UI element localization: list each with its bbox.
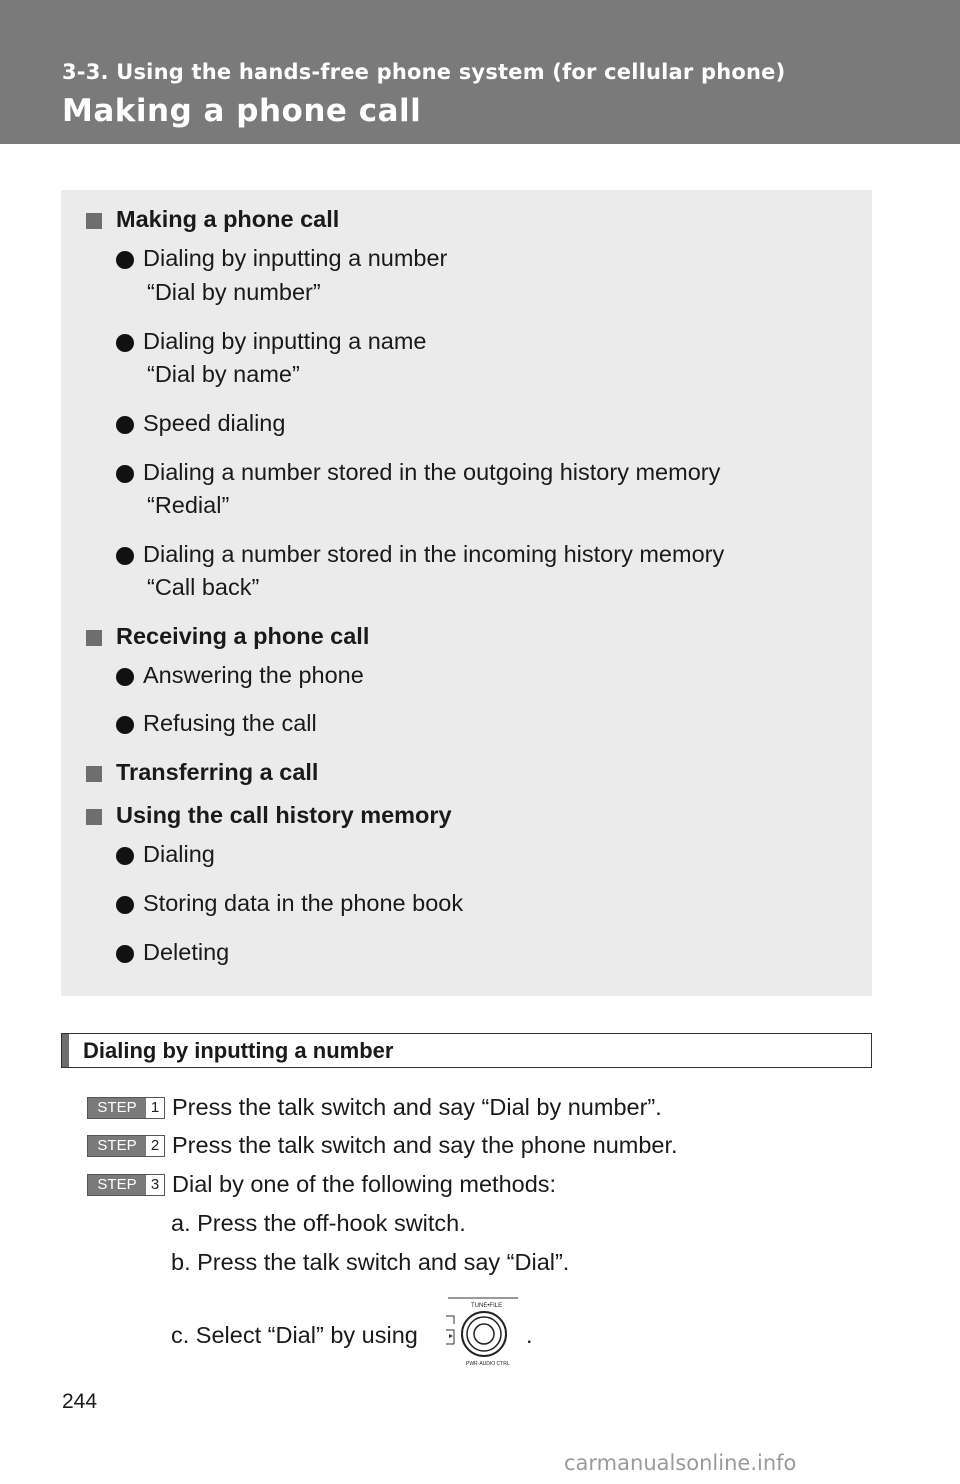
page-number: 244: [62, 1390, 98, 1413]
summary-item: Dialing a number stored in the outgoing history memory: [143, 459, 720, 486]
step-text: Press the talk switch and say the phone number.: [172, 1132, 678, 1158]
summary-item: Dialing: [143, 841, 215, 868]
summary-item: Refusing the call: [143, 710, 317, 737]
section-title: 3-3. Using the hands-free phone system (for cellular phone): [62, 60, 786, 84]
procedure-heading-text: Dialing by inputting a number: [83, 1038, 394, 1063]
summary-item-command: “Call back”: [147, 574, 260, 600]
step-text: Press the talk switch and say “Dial by number”.: [172, 1094, 662, 1120]
method-option: c. Select “Dial” by using: [171, 1322, 418, 1348]
summary-heading: Making a phone call: [116, 206, 339, 233]
round-bullet-icon: [116, 547, 134, 565]
summary-item: Answering the phone: [143, 662, 364, 689]
method-option: b. Press the talk switch and say “Dial”.: [171, 1249, 570, 1275]
step-badge: [87, 1174, 165, 1196]
page-title: Making a phone call: [62, 93, 422, 129]
round-bullet-icon: [116, 416, 134, 434]
summary-item-command: “Dial by name”: [147, 361, 300, 387]
summary-item: Dialing by inputting a name: [143, 328, 426, 355]
round-bullet-icon: [116, 668, 134, 686]
step-number: 3: [146, 1175, 164, 1195]
step-label: STEP: [88, 1175, 146, 1195]
summary-heading: Receiving a phone call: [116, 623, 369, 650]
method-end-period: .: [526, 1322, 533, 1348]
step-badge: [87, 1097, 165, 1119]
square-bullet-icon: [86, 766, 102, 782]
round-bullet-icon: [116, 716, 134, 734]
round-bullet-icon: [116, 334, 134, 352]
summary-item-command: “Redial”: [147, 492, 230, 518]
square-bullet-icon: [86, 630, 102, 646]
step-text: Dial by one of the following methods:: [172, 1171, 557, 1197]
summary-item: Deleting: [143, 939, 229, 966]
round-bullet-icon: [116, 896, 134, 914]
round-bullet-icon: [116, 945, 134, 963]
summary-item-command: “Dial by number”: [147, 279, 321, 305]
summary-item: Dialing a number stored in the incoming history memory: [143, 541, 724, 568]
step-badge: [87, 1135, 165, 1157]
page-header: [0, 0, 960, 144]
summary-heading: Transferring a call: [116, 759, 318, 786]
square-bullet-icon: [86, 809, 102, 825]
knob-top-label: TUNE•FILE: [471, 1303, 503, 1309]
round-bullet-icon: [116, 465, 134, 483]
procedure-heading: [61, 1033, 872, 1068]
knob-bottom-label: PWR·AUDIO CTRL: [466, 1361, 510, 1367]
step-number: 2: [146, 1136, 164, 1156]
watermark: carmanualsonline.info: [564, 1451, 797, 1475]
summary-item: Speed dialing: [143, 410, 285, 437]
square-bullet-icon: [86, 213, 102, 229]
round-bullet-icon: [116, 251, 134, 269]
round-bullet-icon: [116, 847, 134, 865]
summary-item: Dialing by inputting a number: [143, 245, 447, 272]
summary-item: Storing data in the phone book: [143, 890, 463, 917]
step-number: 1: [146, 1098, 164, 1118]
summary-heading: Using the call history memory: [116, 802, 452, 829]
summary-box: [61, 190, 872, 996]
heading-accent-bar: [62, 1034, 69, 1067]
method-option: a. Press the off-hook switch.: [171, 1210, 466, 1236]
tune-file-knob-icon: [444, 1294, 520, 1368]
step-label: STEP: [88, 1136, 146, 1156]
step-label: STEP: [88, 1098, 146, 1118]
